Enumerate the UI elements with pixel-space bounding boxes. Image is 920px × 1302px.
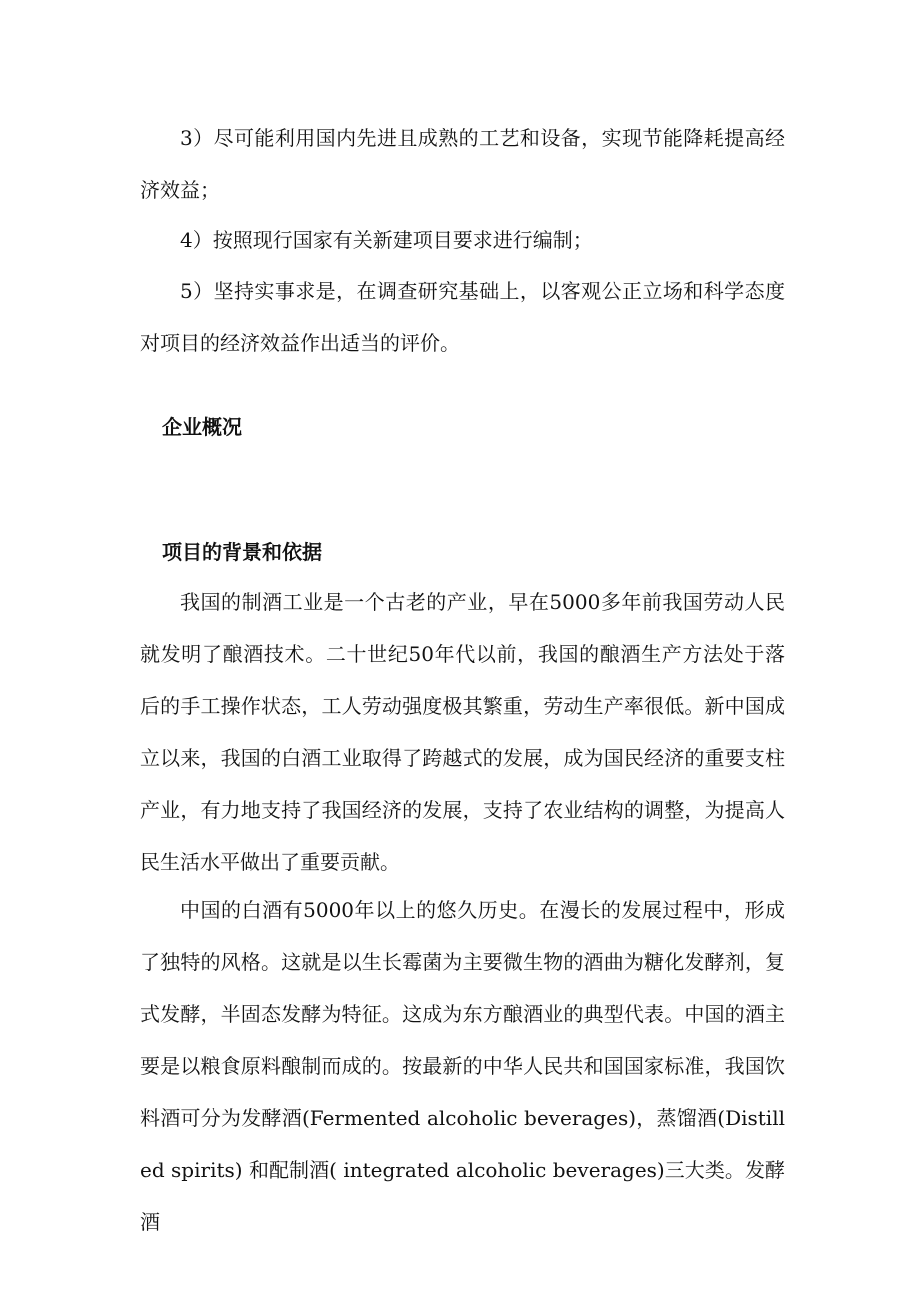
section-heading-company-overview: 企业概况	[162, 415, 242, 439]
list-item-4: 4）按照现行国家有关新建项目要求进行编制；	[180, 228, 593, 252]
list-item-3: 3）尽可能利用国内先进且成熟的工艺和设备，实现节能降耗提高经济效益；	[140, 126, 785, 202]
paragraph-liquor-industry-history: 我国的制酒工业是一个古老的产业，早在5000多年前我国劳动人民就发明了酿酒技术。二十世纪50年代以前，我国的酿酒生产方法处于落后的手工操作状态，工人劳动强度极其繁重，劳动生产率很低。新中国成立以来，我国的白酒工业取得了跨越式的发展，成为国民经济的重要支柱产业，有力地支持了我国经济的发展，支持了农业结构的调整，为提高人民生活水平做出了重要贡献。	[140, 590, 785, 874]
section-heading-project-background: 项目的背景和依据	[162, 540, 322, 564]
paragraph-baijiu-history: 中国的白酒有5000年以上的悠久历史。在漫长的发展过程中，形成了独特的风格。这就是以生长霉菌为主要微生物的酒曲为糖化发酵剂，复式发酵，半固态发酵为特征。这成为东方酿酒业的典型代表。中国的酒主要是以粮食原料酿制而成的。按最新的中华人民共和国国家标准，我国饮料酒可分为发酵酒(Fermented alcoholic beverages)，蒸馏酒(Distilled spirits) 和配制酒( integrated alcoholic beverages)三大类。发酵酒	[140, 898, 785, 1234]
list-item-5: 5）坚持实事求是，在调查研究基础上，以客观公正立场和科学态度对项目的经济效益作出适当的评价。	[140, 279, 785, 355]
